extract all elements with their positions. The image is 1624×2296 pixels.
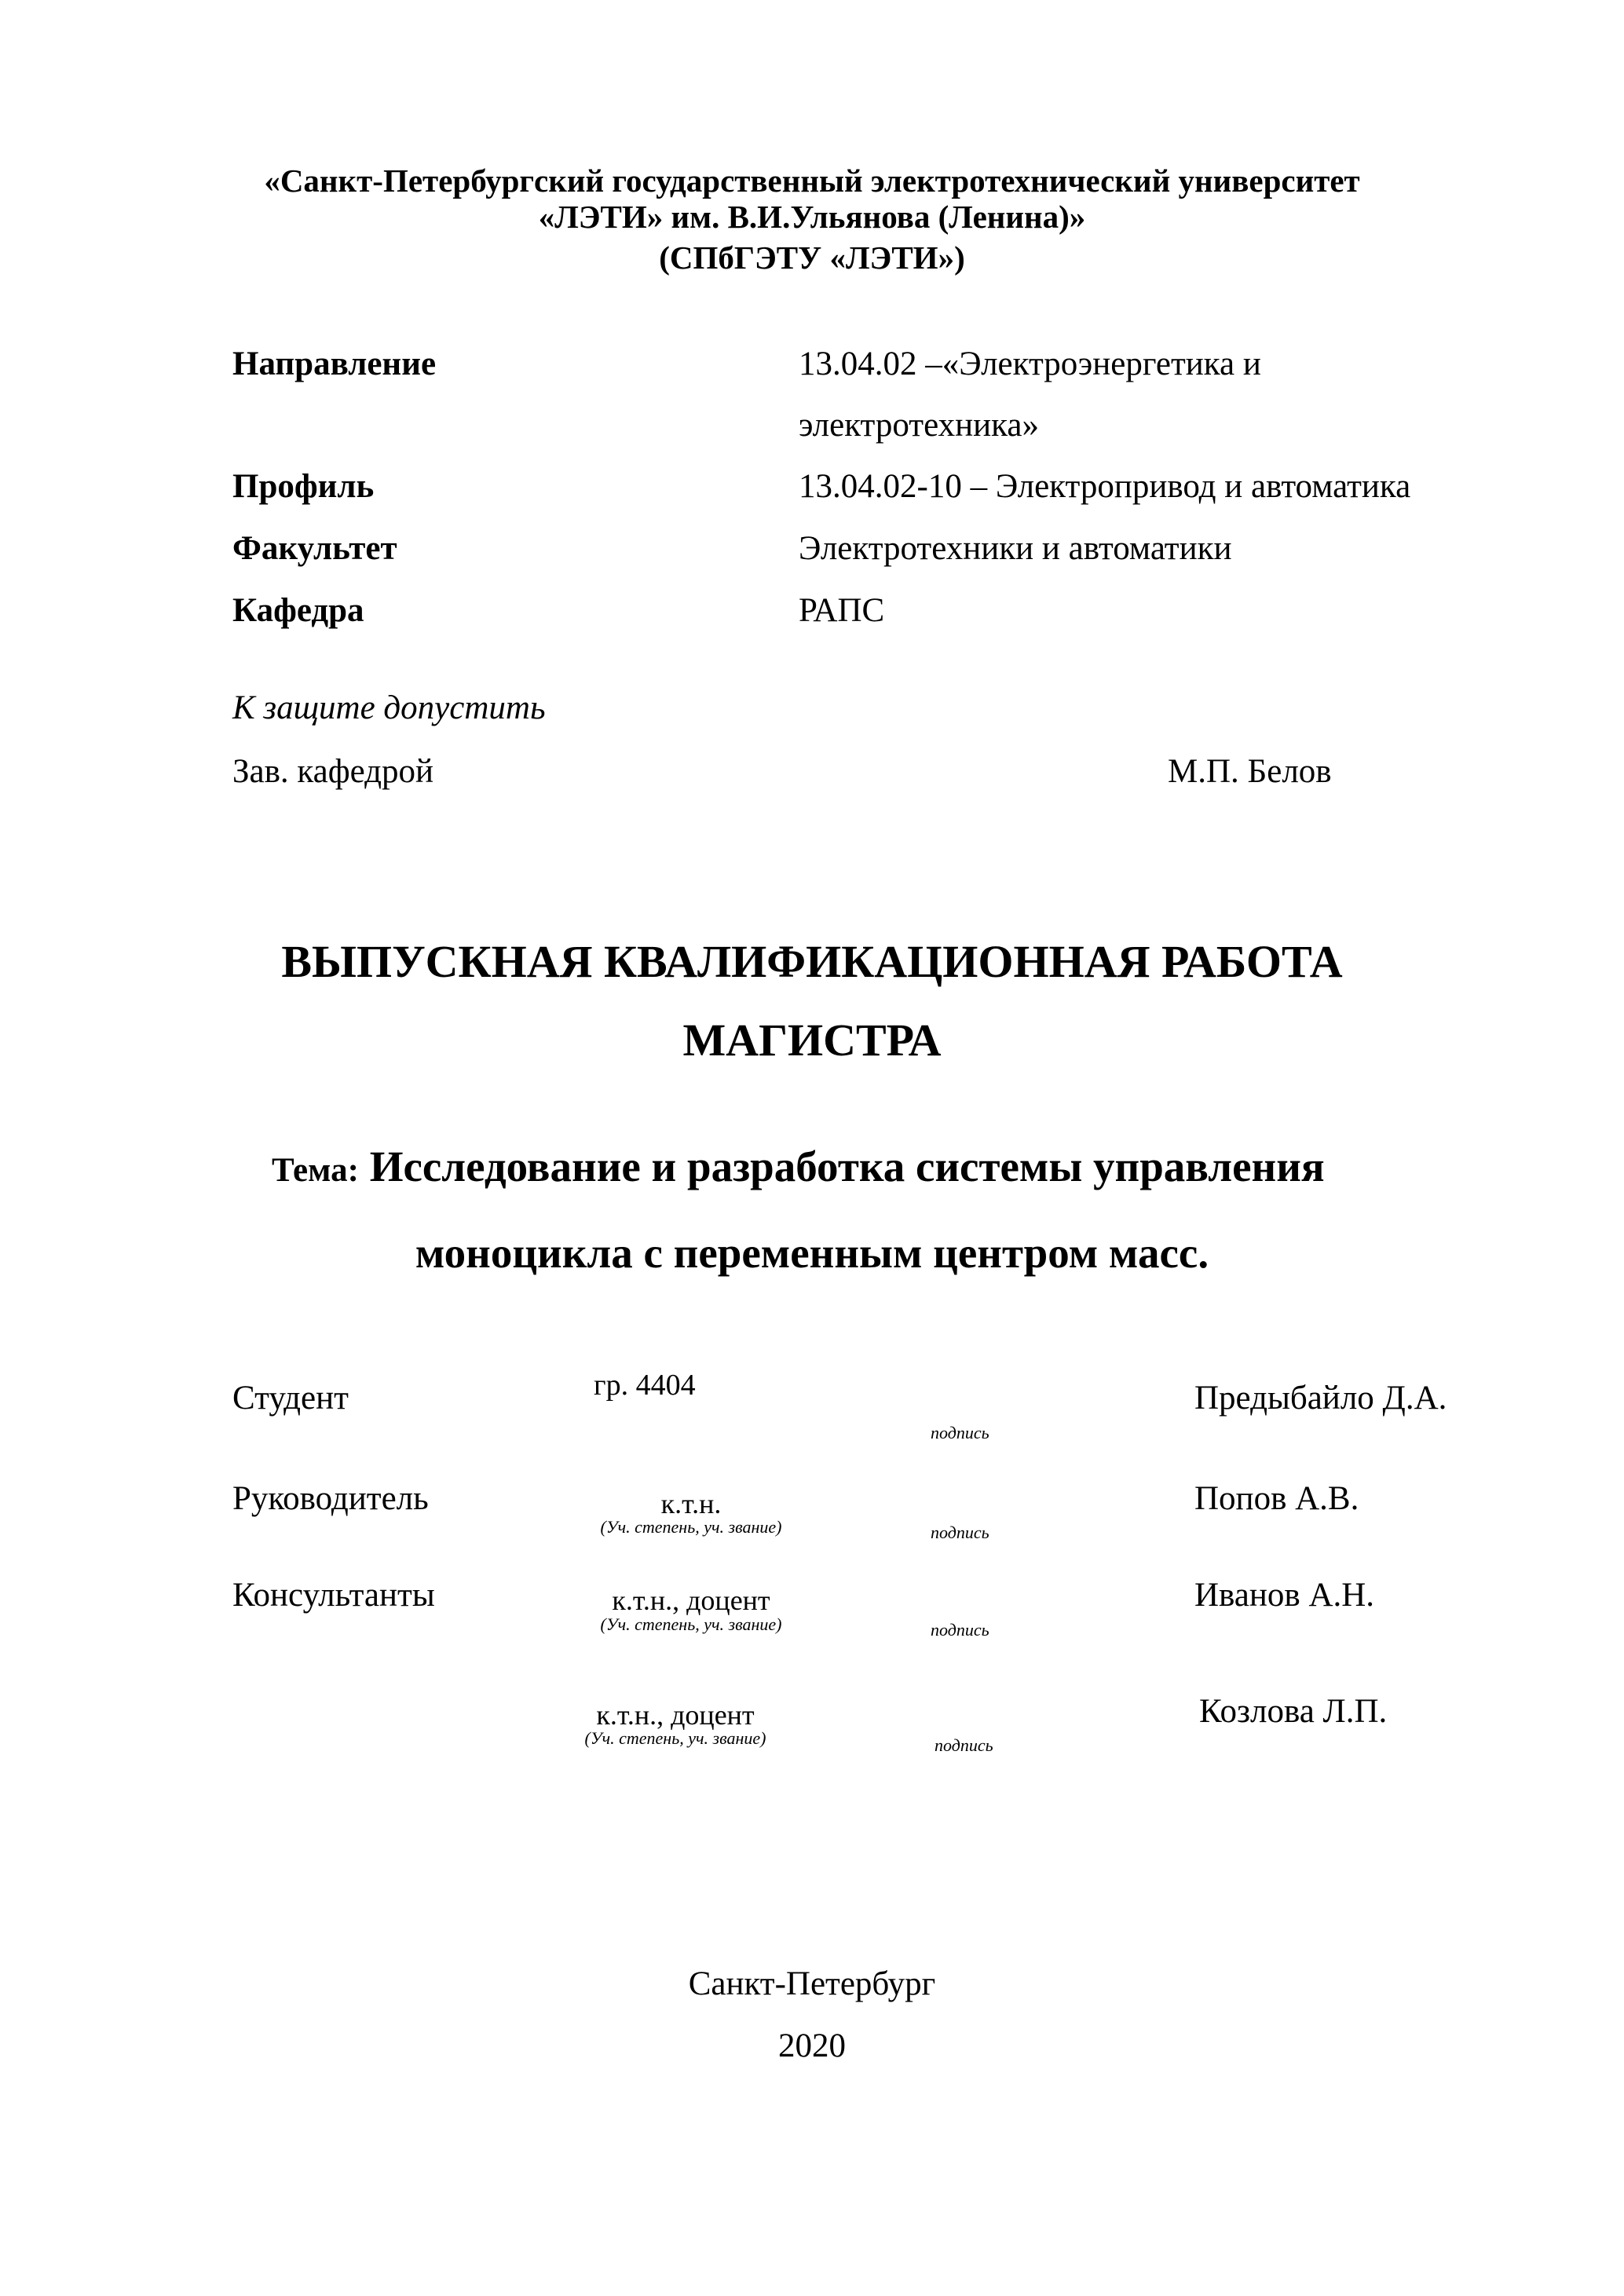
supervisor-role: Руководитель: [232, 1480, 429, 1517]
department-head-name: М.П. Белов: [1168, 753, 1332, 790]
student-role: Студент: [232, 1380, 349, 1417]
supervisor-signature-caption: подпись: [931, 1523, 989, 1542]
direction-value-line-2: электротехника»: [799, 407, 1039, 444]
direction-value-line-1: 13.04.02 –«Электроэнергетика и: [799, 345, 1261, 382]
admission-text: К защите допустить: [232, 689, 546, 726]
profile-label: Профиль: [232, 468, 375, 505]
department-head-label: Зав. кафедрой: [232, 753, 434, 790]
student-group: гр. 4404: [594, 1369, 696, 1402]
topic-line-1: [272, 1145, 1325, 1188]
city: Санкт-Петербург: [688, 1965, 936, 2002]
department-value: РАПС: [799, 592, 885, 629]
consultant-2-name: Козлова Л.П.: [1199, 1693, 1388, 1730]
supervisor-name: Попов А.В.: [1194, 1480, 1359, 1517]
work-title-line-2: МАГИСТРА: [682, 1015, 942, 1066]
university-name-line-1: «Санкт-Петербургский государственный электротехнический университет: [264, 163, 1360, 199]
year: 2020: [778, 2027, 846, 2064]
direction-label: Направление: [232, 345, 437, 382]
consultant-2-degree-caption: (Уч. степень, уч. звание): [584, 1728, 766, 1748]
consultant-2-degree: к.т.н., доцент: [596, 1699, 755, 1731]
student-name: Предыбайло Д.А.: [1194, 1380, 1447, 1417]
consultants-role: Консультанты: [232, 1577, 435, 1614]
consultant-1-degree: к.т.н., доцент: [612, 1585, 770, 1616]
profile-value: 13.04.02-10 – Электропривод и автоматика: [799, 468, 1411, 505]
topic-text-1: Исследование и разработка системы управления: [369, 1143, 1325, 1190]
faculty-label: Факультет: [232, 530, 397, 567]
topic-line-2: моноцикла с переменным центром масс.: [415, 1229, 1209, 1277]
faculty-value: Электротехники и автоматики: [799, 530, 1232, 567]
supervisor-degree-caption: (Уч. степень, уч. звание): [600, 1517, 782, 1537]
consultant-2-signature-caption: подпись: [935, 1735, 993, 1755]
student-signature-caption: подпись: [931, 1423, 989, 1442]
supervisor-degree: к.т.н.: [660, 1488, 722, 1519]
university-abbreviation: (СПбГЭТУ «ЛЭТИ»): [659, 239, 965, 276]
work-title-line-1: ВЫПУСКНАЯ КВАЛИФИКАЦИОННАЯ РАБОТА: [281, 936, 1343, 987]
university-name-line-2: «ЛЭТИ» им. В.И.Ульянова (Ленина)»: [538, 199, 1086, 235]
topic-label: Тема:: [272, 1152, 359, 1189]
consultant-1-signature-caption: подпись: [931, 1620, 989, 1640]
consultant-1-name: Иванов А.Н.: [1194, 1577, 1375, 1614]
consultant-1-degree-caption: (Уч. степень, уч. звание): [600, 1614, 782, 1634]
department-label: Кафедра: [232, 592, 364, 629]
